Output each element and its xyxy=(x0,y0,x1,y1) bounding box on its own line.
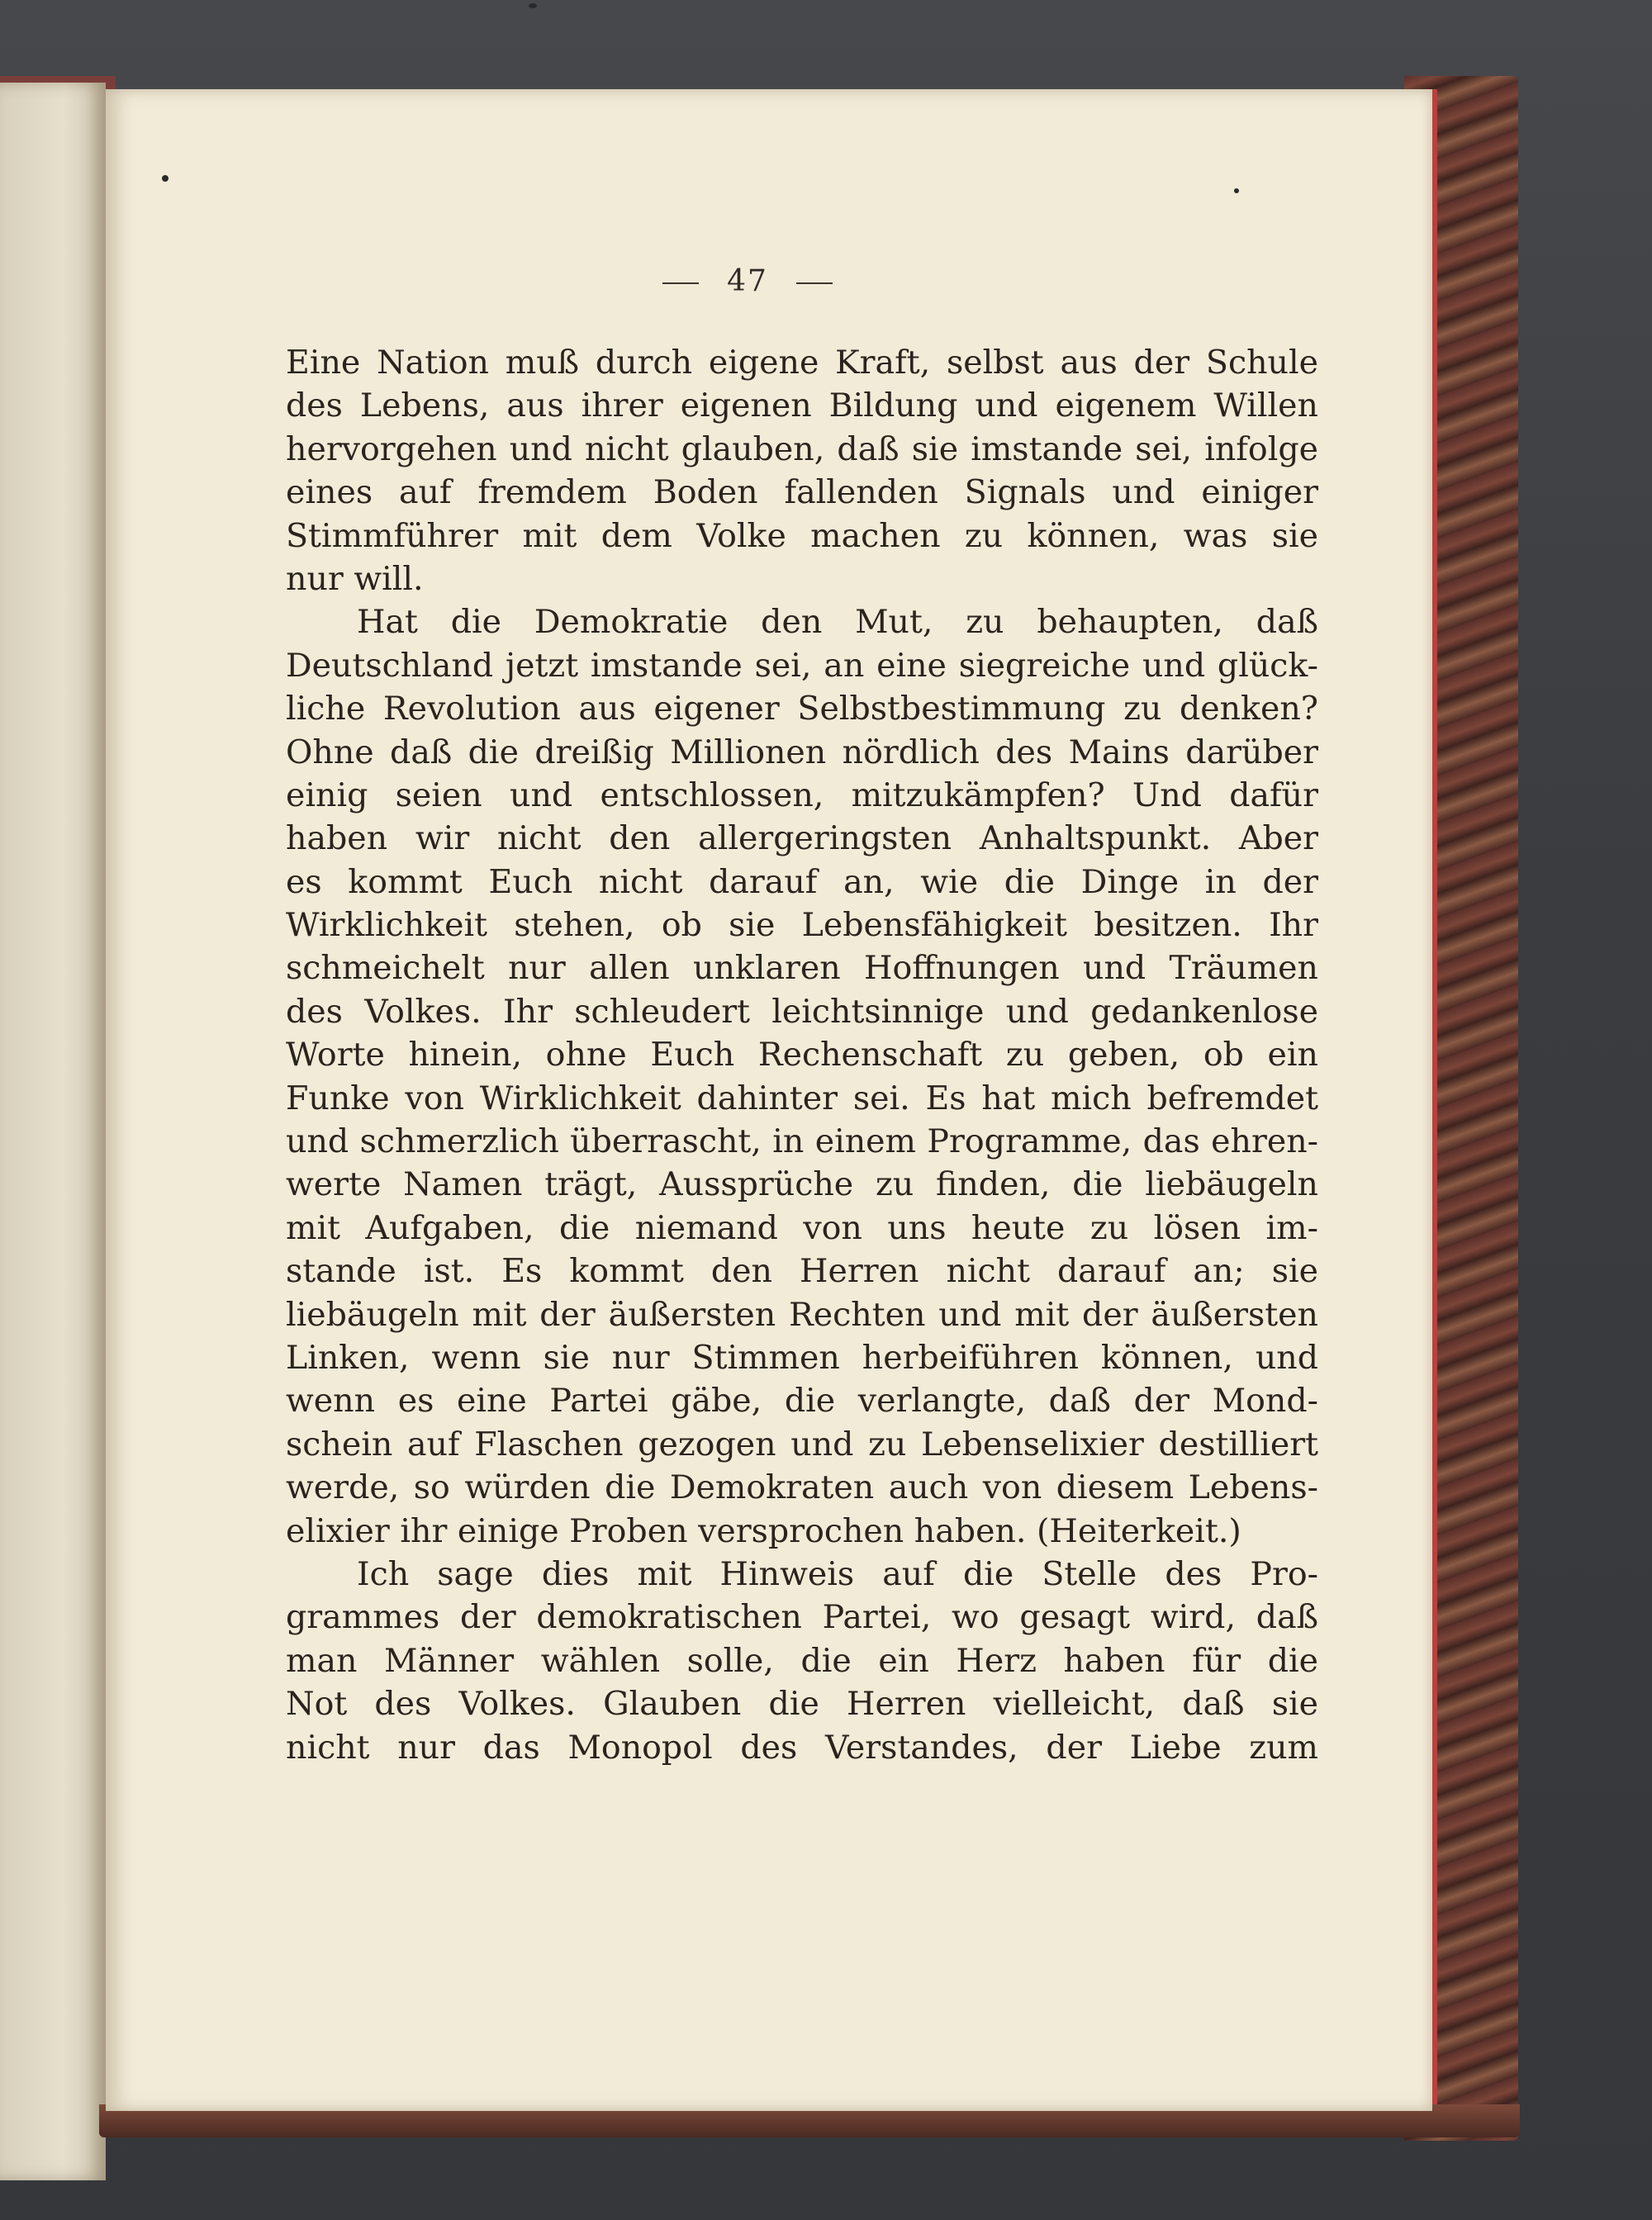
text-line: Not des Volkes. Glauben die Herren vielleicht, daß sie xyxy=(286,1685,1318,1724)
dust-speck xyxy=(1234,188,1239,193)
text-line: nicht nur das Monopol des Verstandes, der Liebe zum xyxy=(286,1728,1318,1767)
text-line: Linken, wenn sie nur Stimmen herbeiführen können, und xyxy=(286,1338,1318,1377)
text-line: schmeichelt nur allen unklaren Hoffnungen und Träumen xyxy=(286,949,1318,988)
text-line: und schmerzlich überrascht, in einem Programme, das ehren- xyxy=(286,1122,1318,1161)
body-text xyxy=(286,341,1318,1769)
paragraph-start-line: Ich sage dies mit Hinweis auf die Stelle des Pro- xyxy=(357,1554,1318,1593)
page-number xyxy=(106,264,1389,298)
text-line: wenn es eine Partei gäbe, die verlangte, daß der Mond- xyxy=(286,1382,1318,1421)
text-line: haben wir nicht den allergeringsten Anhaltspunkt. Aber xyxy=(286,819,1318,858)
text-line: Worte hinein, ohne Euch Rechenschaft zu geben, ob ein xyxy=(286,1036,1318,1074)
text-line: Wirklichkeit stehen, ob sie Lebensfähigkeit besitzen. Ihr xyxy=(286,906,1318,945)
book-page xyxy=(106,89,1432,2111)
text-line: liebäugeln mit der äußersten Rechten und mit der äußersten xyxy=(286,1295,1318,1334)
text-line: man Männer wählen solle, die ein Herz haben für die xyxy=(286,1641,1318,1680)
dust-speck xyxy=(162,175,169,182)
text-line: Eine Nation muß durch eigene Kraft, selbst aus der Schule xyxy=(286,344,1318,382)
text-line: grammes der demokratischen Partei, wo gesagt wird, daß xyxy=(286,1598,1318,1637)
text-line: des Volkes. Ihr schleudert leichtsinnige und gedankenlose xyxy=(286,992,1318,1031)
text-line: schein auf Flaschen gezogen und zu Lebenselixier destilliert xyxy=(286,1425,1318,1463)
page-number-dash-right xyxy=(796,282,833,284)
text-line: einig seien und entschlossen, mitzukämpfen? Und dafür xyxy=(286,776,1318,814)
text-line: Deutschland jetzt imstande sei, an eine siegreiche und glück- xyxy=(286,646,1318,685)
text-line: hervorgehen und nicht glauben, daß sie imstande sei, infolge xyxy=(286,429,1318,468)
text-line: des Lebens, aus ihrer eigenen Bildung und eigenem Willen xyxy=(286,387,1318,425)
text-line: liche Revolution aus eigener Selbstbestimmung zu denken? xyxy=(286,690,1318,728)
text-line: eines auf fremdem Boden fallenden Signals und einiger xyxy=(286,473,1318,512)
text-line: nur will. xyxy=(286,559,424,598)
text-line: Funke von Wirklichkeit dahinter sei. Es hat mich befremdet xyxy=(286,1079,1318,1117)
text-line: Stimmführer mit dem Volke machen zu können, was sie xyxy=(286,516,1318,555)
text-line: elixier ihr einige Proben versprochen haben. (Heiterkeit.) xyxy=(286,1511,1241,1550)
left-facing-page xyxy=(0,83,106,2180)
page-number-dash-left xyxy=(662,282,699,284)
page-number-value: 47 xyxy=(727,264,768,298)
paragraph-start-line: Hat die Demokratie den Mut, zu behaupten, daß xyxy=(357,603,1318,642)
text-line: mit Aufgaben, die niemand von uns heute zu lösen im- xyxy=(286,1208,1318,1247)
dust-speck xyxy=(529,3,537,8)
text-line: es kommt Euch nicht darauf an, wie die Dinge in der xyxy=(286,862,1318,901)
text-line: stande ist. Es kommt den Herren nicht darauf an; sie xyxy=(286,1252,1318,1291)
text-line: werte Namen trägt, Aussprüche zu finden, die liebäugeln xyxy=(286,1165,1318,1204)
text-line: Ohne daß die dreißig Millionen nördlich des Mains darüber xyxy=(286,733,1318,771)
text-line: werde, so würden die Demokraten auch von diesem Lebens- xyxy=(286,1468,1318,1507)
